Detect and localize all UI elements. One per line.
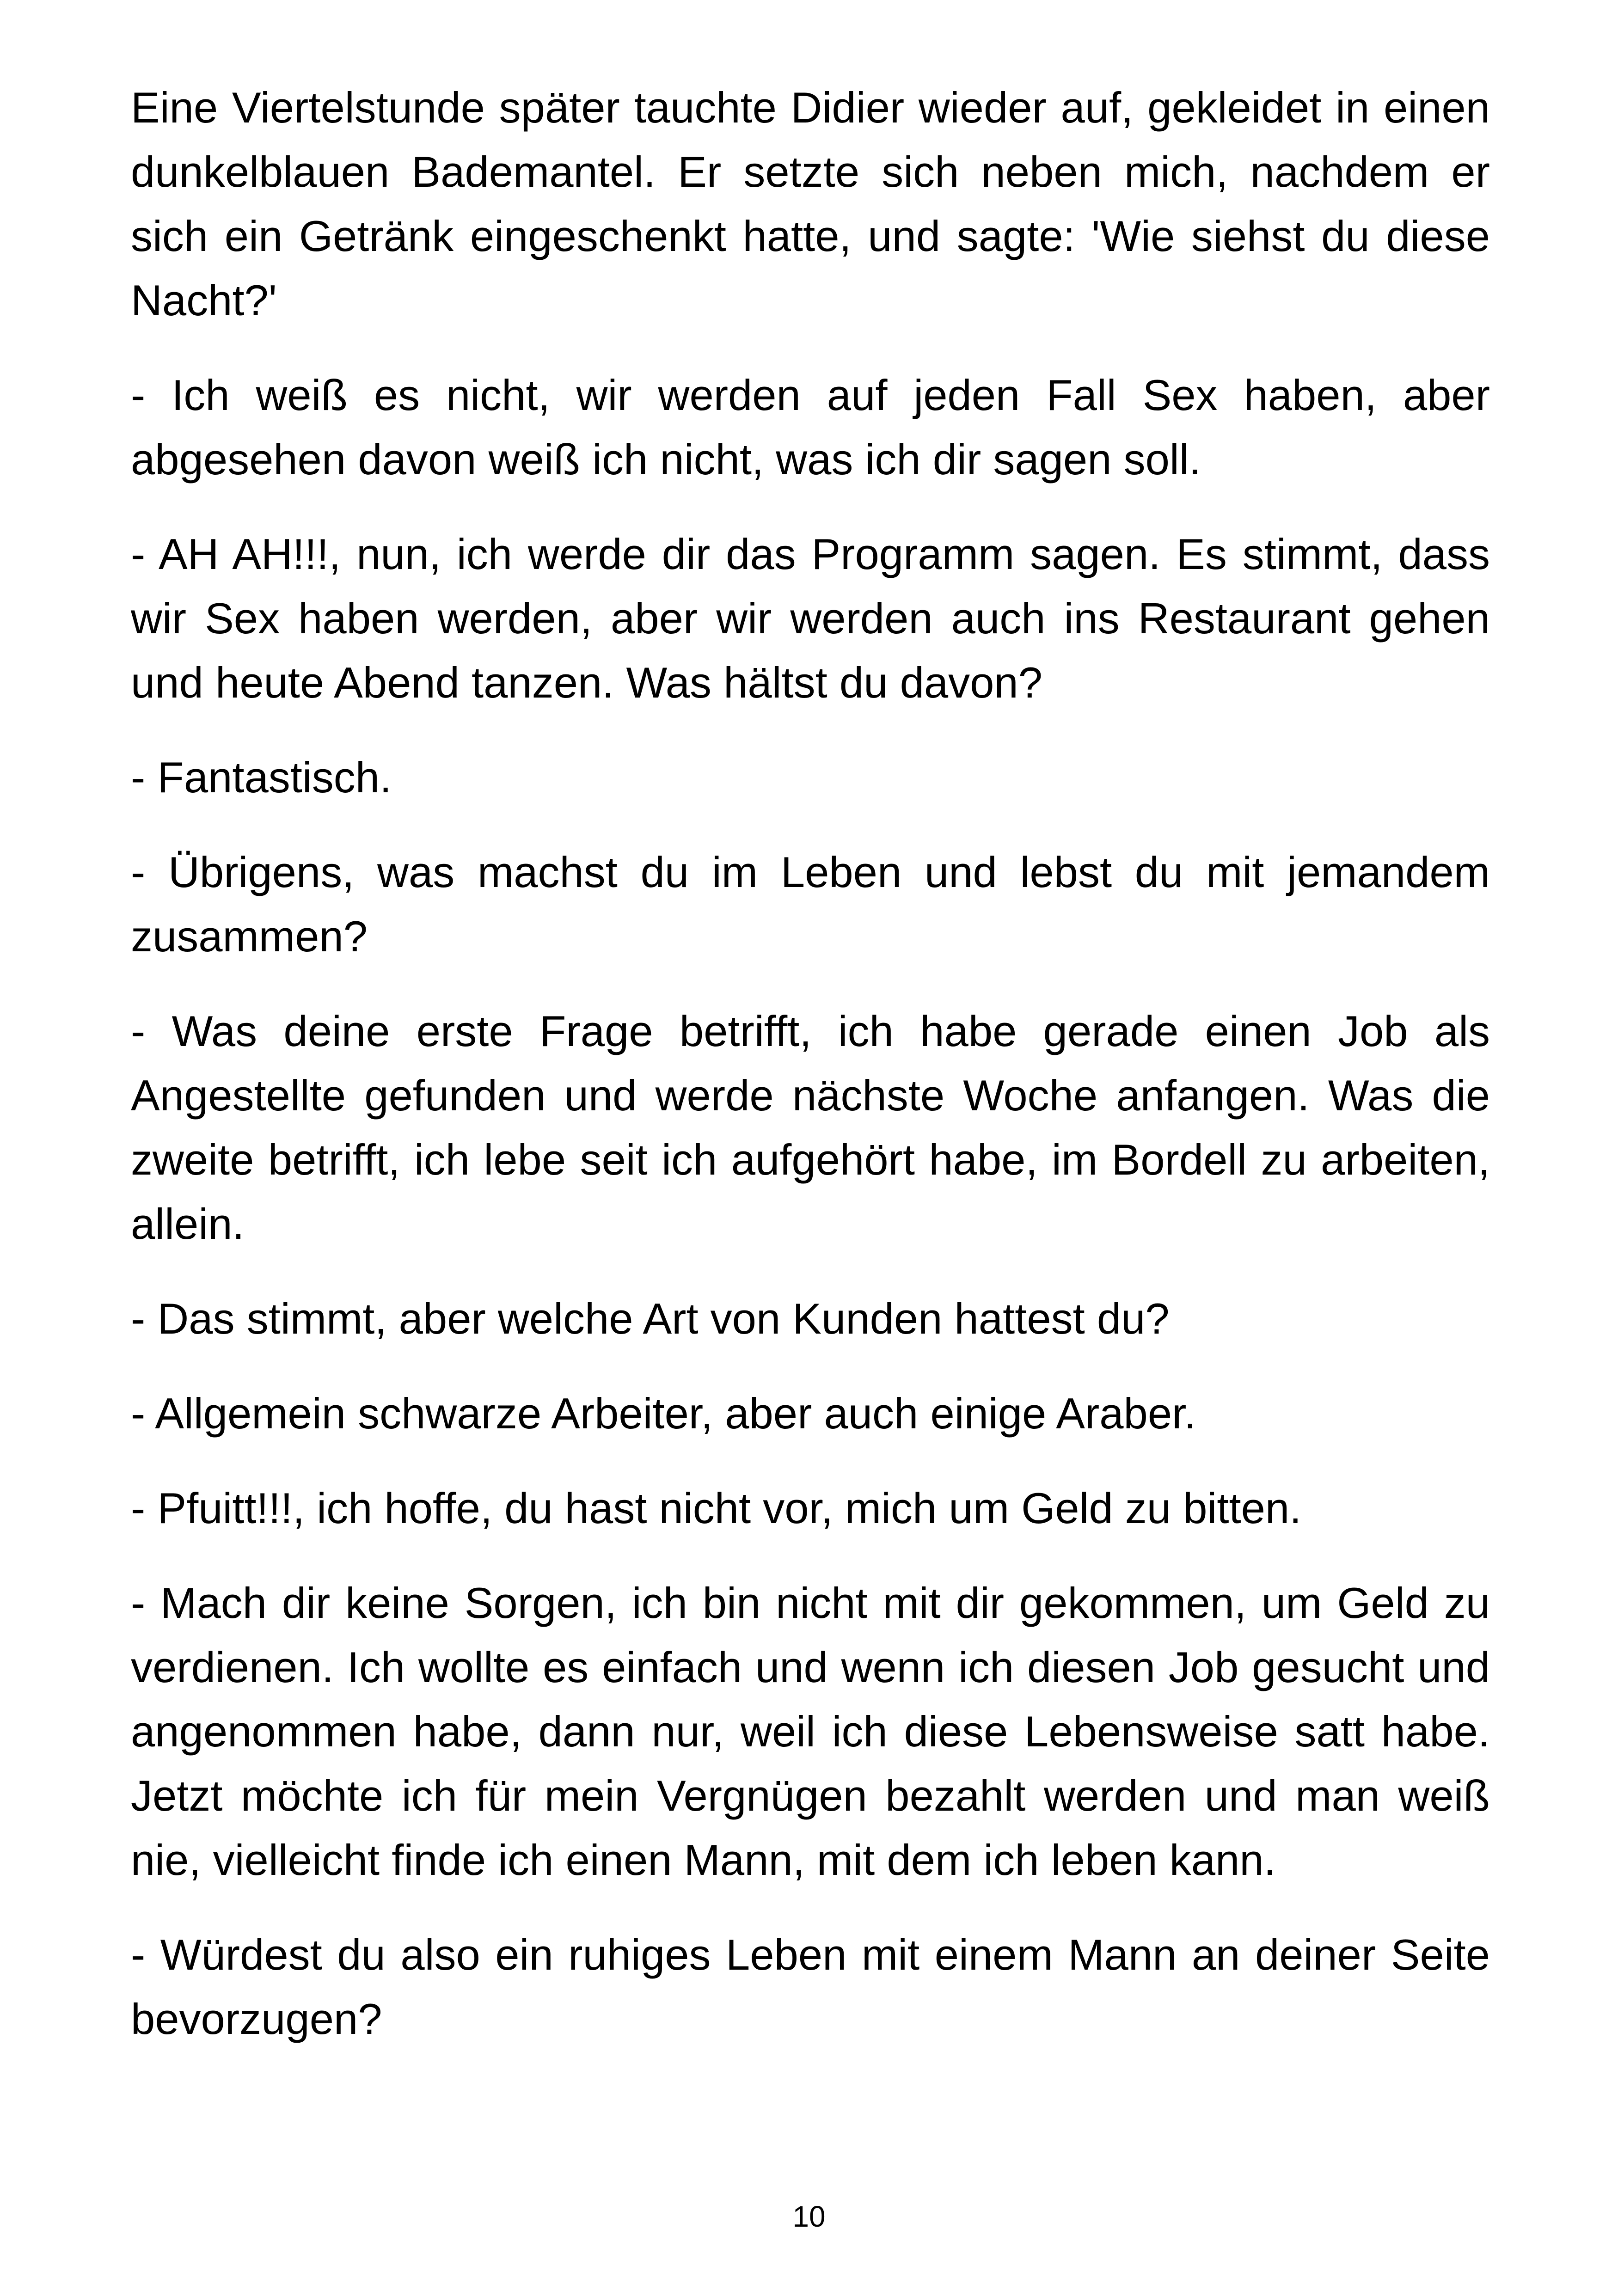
paragraph: - Das stimmt, aber welche Art von Kunden hattest du? xyxy=(131,1294,1170,1343)
paragraph: - Allgemein schwarze Arbeiter, aber auch einige Araber. xyxy=(131,1389,1196,1438)
paragraph: - AH AH!!!, nun, ich werde dir das Programm sagen. Es stimmt, dass wir Sex haben werden, aber wir werden auch ins Restaurant gehen und heute Abend tanzen. Was hältst du davon? xyxy=(131,530,1490,707)
paragraph: - Ich weiß es nicht, wir werden auf jeden Fall Sex haben, aber abgesehen davon weiß ich nicht, was ich dir sagen soll. xyxy=(131,371,1490,484)
paragraph: - Würdest du also ein ruhiges Leben mit einem Mann an deiner Seite bevorzugen? xyxy=(131,1930,1490,2043)
paragraph: - Mach dir keine Sorgen, ich bin nicht mit dir gekommen, um Geld zu verdienen. Ich wollte es einfach und wenn ich diesen Job gesucht und angenommen habe, dann nur, weil ich diese Lebensweise satt habe. Jetzt möchte ich für mein Vergnügen bezahlt werden und man weiß nie, vielleicht finde ich einen Mann, mit dem ich leben kann. xyxy=(131,1579,1490,1884)
page-body xyxy=(131,75,1490,2082)
page-number: 10 xyxy=(792,2200,826,2233)
paragraph: - Übrigens, was machst du im Leben und lebst du mit jemandem zusammen? xyxy=(131,848,1490,961)
paragraph: - Pfuitt!!!, ich hoffe, du hast nicht vor, mich um Geld zu bitten. xyxy=(131,1484,1302,1532)
paragraph: - Fantastisch. xyxy=(131,753,392,802)
paragraph: - Was deine erste Frage betrifft, ich habe gerade einen Job als Angestellte gefunden und werde nächste Woche anfangen. Was die zweite betrifft, ich lebe seit ich aufgehört habe, im Bordell zu arbeiten, allein. xyxy=(131,1007,1490,1248)
paragraph: Eine Viertelstunde später tauchte Didier wieder auf, gekleidet in einen dunkelblauen Bademantel. Er setzte sich neben mich, nachdem er sich ein Getränk eingeschenkt hatte, und sagte: 'Wie siehst du diese Nacht?' xyxy=(131,83,1490,325)
